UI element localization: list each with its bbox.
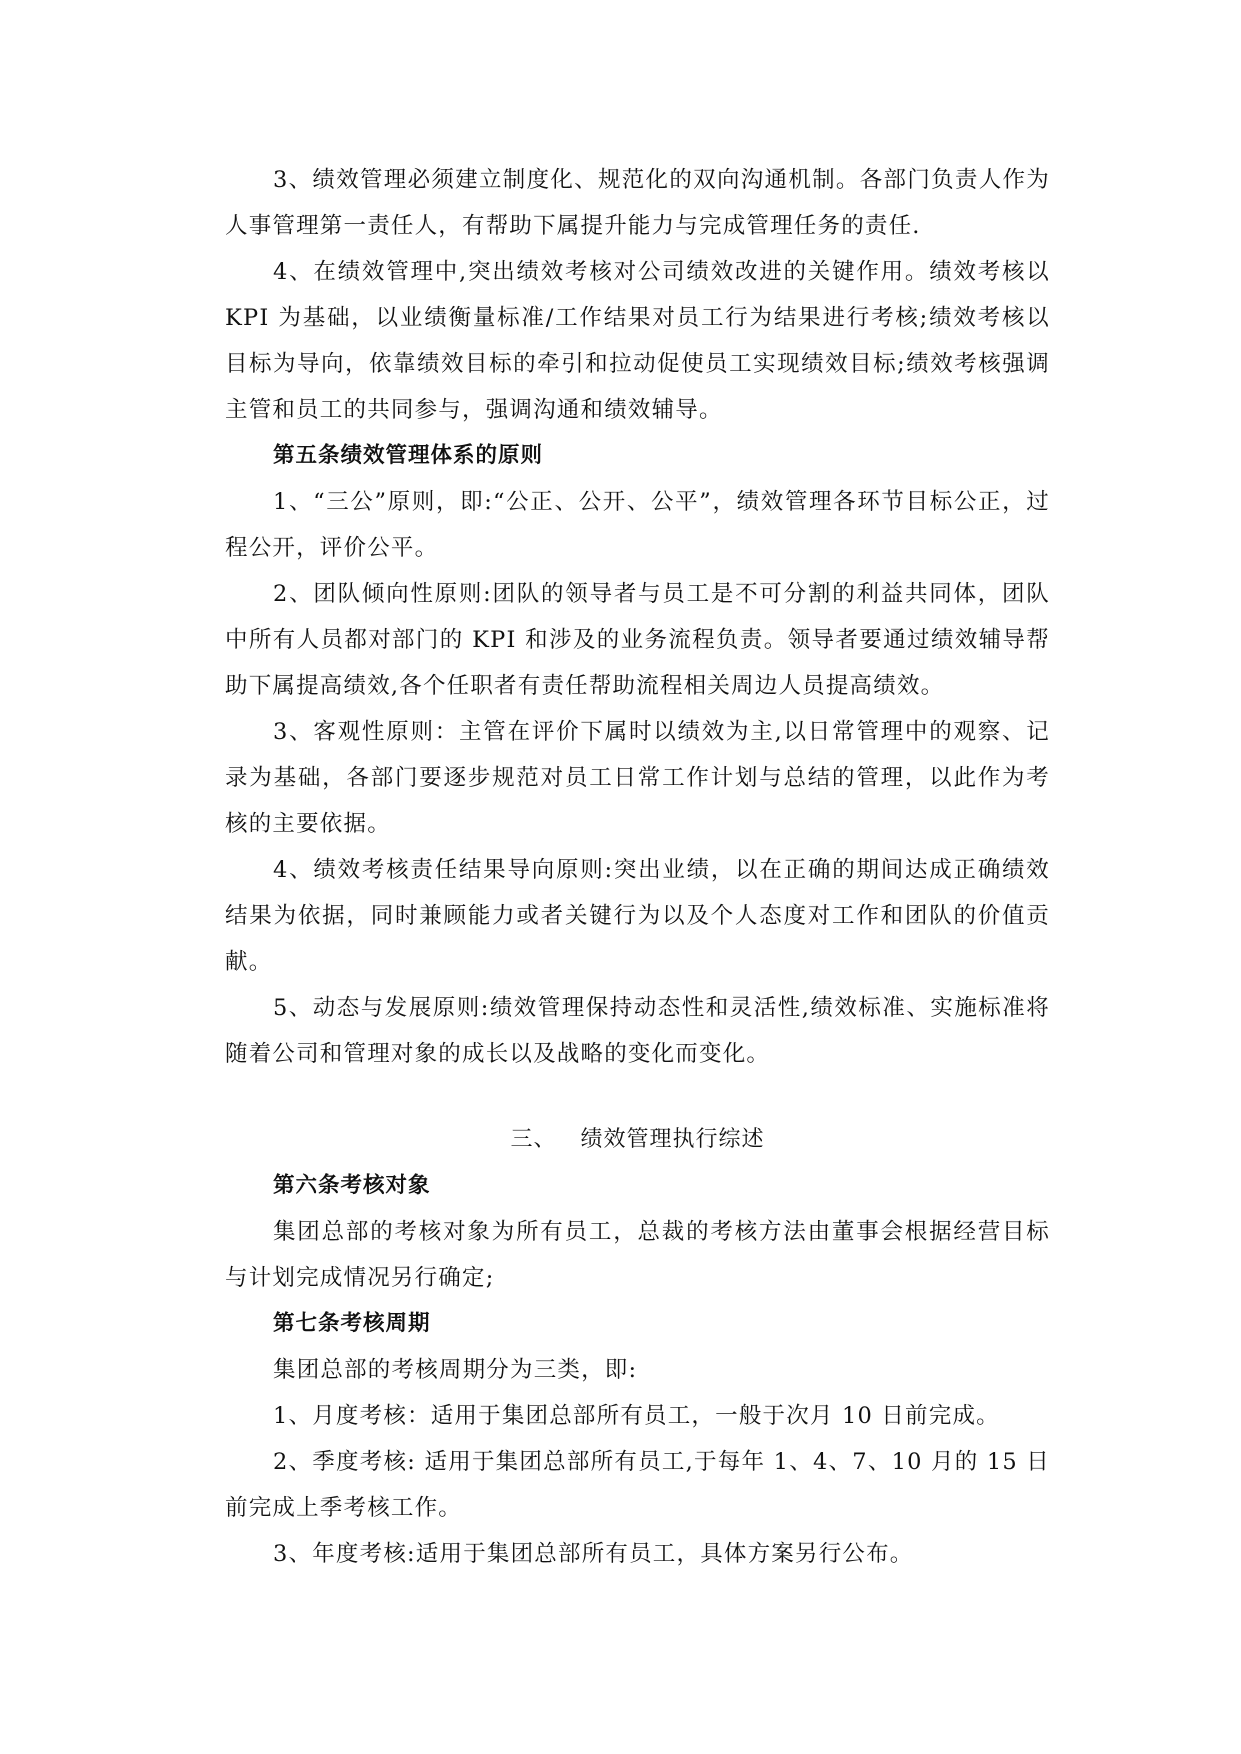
annual-assessment: 3、年度考核:适用于集团总部所有员工，具体方案另行公布。 — [273, 1541, 914, 1567]
assessment-cycle-intro: 集团总部的考核周期分为三类，即: — [273, 1357, 638, 1383]
section-3-number: 三、 — [510, 1127, 557, 1152]
principle-result-orientation: 4、绩效考核责任结果导向原则:突出业绩，以在正确的期间达成正确绩效结果为依据，同时兼顾能力或者关键行为以及个人态度对工作和团队的价值贡献。 — [225, 857, 1050, 975]
article-6-heading: 第六条考核对象 — [273, 1173, 431, 1198]
paragraph-communication-mechanism: 3、绩效管理必须建立制度化、规范化的双向沟通机制。各部门负责人作为人事管理第一责任人，有帮助下属提升能力与完成管理任务的责任. — [225, 167, 1050, 239]
assessment-targets-paragraph: 集团总部的考核对象为所有员工，总裁的考核方法由董事会根据经营目标与计划完成情况另行确定; — [225, 1219, 1050, 1291]
article-5-heading: 第五条绩效管理体系的原则 — [273, 443, 544, 468]
principle-three-fairness: 1、“三公”原则，即:“公正、公开、公平”，绩效管理各环节目标公正，过程公开，评价公平。 — [225, 489, 1050, 561]
principle-objectivity: 3、客观性原则：主管在评价下属时以绩效为主,以日常管理中的观察、记录为基础，各部门要逐步规范对员工日常工作计划与总结的管理，以此作为考核的主要依据。 — [225, 719, 1050, 837]
principle-dynamic-development: 5、动态与发展原则:绩效管理保持动态性和灵活性,绩效标准、实施标准将随着公司和管理对象的成长以及战略的变化而变化。 — [225, 995, 1050, 1067]
quarterly-assessment: 2、季度考核: 适用于集团总部所有员工,于每年 1、4、7、10 月的 15 日前完成上季考核工作。 — [225, 1449, 1050, 1521]
article-7-heading: 第七条考核周期 — [273, 1311, 431, 1336]
paragraph-kpi-role: 4、在绩效管理中,突出绩效考核对公司绩效改进的关键作用。绩效考核以 KPI 为基础，以业绩衡量标准/工作结果对员工行为结果进行考核;绩效考核以目标为导向，依靠绩效目标的牵引和拉动促使员工实现绩效目标;绩效考核强调主管和员工的共同参与，强调沟通和绩效辅导。 — [225, 259, 1050, 423]
section-3-title — [225, 1117, 1050, 1163]
monthly-assessment: 1、月度考核：适用于集团总部所有员工，一般于次月 10 日前完成。 — [273, 1403, 1000, 1429]
principle-team-orientation: 2、团队倾向性原则:团队的领导者与员工是不可分割的利益共同体，团队中所有人员都对部门的 KPI 和涉及的业务流程负责。领导者要通过绩效辅导帮助下属提高绩效,各个任职者有责任帮助流程相关周边人员提高绩效。 — [225, 581, 1050, 699]
section-3-title-text: 绩效管理执行综述 — [580, 1127, 765, 1152]
document-body — [225, 157, 1050, 1577]
